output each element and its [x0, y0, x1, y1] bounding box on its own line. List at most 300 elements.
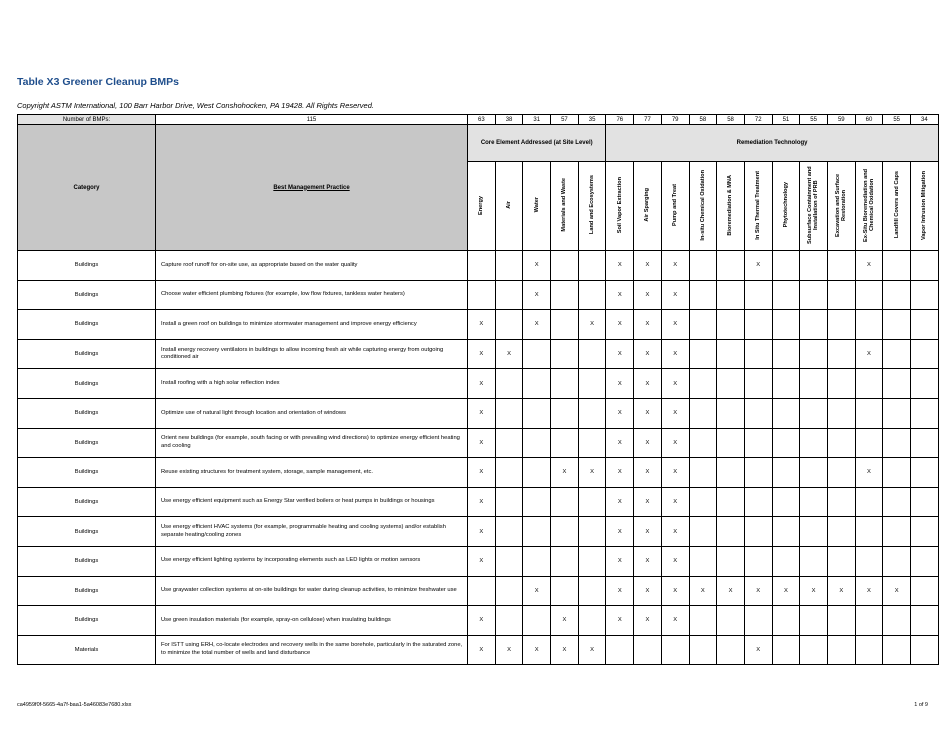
table-row: [18, 369, 939, 399]
column-header-label: Air: [505, 201, 512, 209]
mark-cell: [523, 487, 551, 517]
mark-cell: [855, 487, 883, 517]
column-header-10: [744, 162, 772, 251]
mark-cell: [772, 251, 800, 281]
mark-cell: [468, 576, 496, 606]
mark-cell: [717, 458, 745, 488]
mark-cell: X: [606, 487, 634, 517]
column-count-15: 55: [883, 115, 911, 125]
column-header-label: Air Sparging: [644, 188, 651, 222]
column-header-label: Phytotechnology: [782, 182, 789, 228]
mark-cell: [827, 251, 855, 281]
mark-cell: [800, 487, 828, 517]
column-header-label: Ex-Situ Bioremediation and Chemical Oxidation: [862, 168, 875, 242]
mark-cell: [689, 458, 717, 488]
bmp-table: [17, 114, 939, 665]
column-header-label: Materials and Waste: [561, 178, 568, 232]
mark-cell: [911, 606, 939, 636]
mark-cell: [717, 280, 745, 310]
mark-cell: X: [772, 576, 800, 606]
total-bmp-count: 115: [156, 115, 468, 125]
table-row: [18, 458, 939, 488]
mark-cell: [495, 369, 523, 399]
mark-cell: [578, 280, 606, 310]
mark-cell: [911, 487, 939, 517]
column-header-label: Bioremediation & MNA: [727, 174, 734, 236]
mark-cell: [689, 487, 717, 517]
mark-cell: X: [661, 546, 689, 576]
mark-cell: X: [523, 280, 551, 310]
mark-cell: X: [634, 606, 662, 636]
mark-cell: [495, 310, 523, 340]
mark-cell: [800, 280, 828, 310]
mark-cell: [551, 398, 579, 428]
mark-cell: X: [468, 458, 496, 488]
mark-cell: [911, 280, 939, 310]
mark-cell: [689, 517, 717, 547]
mark-cell: X: [468, 606, 496, 636]
column-header-label: Vapor Intrusion Mitigation: [921, 170, 928, 240]
mark-cell: [911, 517, 939, 547]
column-header-label: Excavation and Surface Restoration: [835, 173, 848, 237]
footer-filename: ca4959f0f-5665-4a7f-baa1-5a46083e7680.xlsx: [17, 702, 132, 708]
mark-cell: [883, 280, 911, 310]
mark-cell: X: [551, 606, 579, 636]
mark-cell: [855, 635, 883, 665]
column-header-3: [551, 162, 579, 251]
practice-cell: Orient new buildings (for example, south facing or with prevailing wind directions) to optimize energy efficient heating and cooling: [156, 428, 468, 458]
table-row: [18, 310, 939, 340]
category-cell: Buildings: [18, 251, 156, 281]
practice-cell: Use energy efficient lighting systems by incorporating elements such as LED lights or motion sensors: [156, 546, 468, 576]
category-cell: Buildings: [18, 606, 156, 636]
mark-cell: [772, 546, 800, 576]
mark-cell: [717, 606, 745, 636]
category-cell: Buildings: [18, 517, 156, 547]
mark-cell: [883, 517, 911, 547]
column-count-6: 77: [634, 115, 662, 125]
mark-cell: [911, 546, 939, 576]
column-count-8: 58: [689, 115, 717, 125]
mark-cell: [578, 339, 606, 369]
practice-cell: Use energy efficient HVAC systems (for example, programmable heating and cooling systems) and/or establish separate heating/cooling zones: [156, 517, 468, 547]
mark-cell: [551, 546, 579, 576]
column-header-6: [634, 162, 662, 251]
column-header-label: In-situ Chemical Oxidation: [699, 169, 706, 241]
mark-cell: [578, 398, 606, 428]
mark-cell: X: [661, 487, 689, 517]
mark-cell: [523, 428, 551, 458]
mark-cell: X: [634, 487, 662, 517]
table-row: [18, 517, 939, 547]
column-header-9: [717, 162, 745, 251]
column-header-label: Soil Vapor Extraction: [616, 176, 623, 234]
mark-cell: X: [661, 369, 689, 399]
mark-cell: [911, 635, 939, 665]
mark-cell: [717, 487, 745, 517]
mark-cell: X: [744, 635, 772, 665]
mark-cell: X: [661, 517, 689, 547]
mark-cell: X: [606, 428, 634, 458]
mark-cell: [661, 635, 689, 665]
table-row: [18, 280, 939, 310]
mark-cell: [744, 398, 772, 428]
mark-cell: [689, 339, 717, 369]
mark-cell: [827, 428, 855, 458]
mark-cell: X: [855, 576, 883, 606]
mark-cell: X: [661, 606, 689, 636]
mark-cell: [911, 339, 939, 369]
mark-cell: X: [634, 458, 662, 488]
remediation-technology-header: Remediation Technology: [606, 125, 938, 162]
mark-cell: X: [634, 517, 662, 547]
mark-cell: [911, 458, 939, 488]
mark-cell: [523, 546, 551, 576]
column-count-14: 60: [855, 115, 883, 125]
mark-cell: [744, 606, 772, 636]
mark-cell: [495, 487, 523, 517]
practice-cell: Use energy efficient equipment such as Energy Star verified boilers or heat pumps in buildings or housings: [156, 487, 468, 517]
mark-cell: X: [606, 458, 634, 488]
mark-cell: [551, 339, 579, 369]
mark-cell: [800, 310, 828, 340]
practice-cell: Capture roof runoff for on-site use, as appropriate based on the water quality: [156, 251, 468, 281]
column-count-3: 57: [551, 115, 579, 125]
mark-cell: [495, 251, 523, 281]
mark-cell: [827, 487, 855, 517]
mark-cell: [800, 458, 828, 488]
column-header-7: [661, 162, 689, 251]
category-cell: Buildings: [18, 310, 156, 340]
mark-cell: [827, 339, 855, 369]
mark-cell: [911, 398, 939, 428]
practice-cell: Install a green roof on buildings to minimize stormwater management and improve energy efficiency: [156, 310, 468, 340]
bmp-count-row: [18, 115, 939, 125]
mark-cell: [744, 546, 772, 576]
mark-cell: [827, 517, 855, 547]
mark-cell: [772, 280, 800, 310]
mark-cell: X: [634, 428, 662, 458]
table-row: [18, 606, 939, 636]
mark-cell: [551, 369, 579, 399]
mark-cell: [883, 606, 911, 636]
mark-cell: [744, 339, 772, 369]
mark-cell: [578, 251, 606, 281]
mark-cell: [551, 280, 579, 310]
mark-cell: [883, 635, 911, 665]
mark-cell: [495, 458, 523, 488]
practice-cell: Optimize use of natural light through location and orientation of windows: [156, 398, 468, 428]
mark-cell: [717, 428, 745, 458]
mark-cell: [717, 546, 745, 576]
mark-cell: [772, 428, 800, 458]
column-count-2: 31: [523, 115, 551, 125]
column-header-label: In Situ Thermal Treatment: [755, 170, 762, 240]
column-count-0: 63: [468, 115, 496, 125]
category-cell: Buildings: [18, 339, 156, 369]
mark-cell: [911, 369, 939, 399]
mark-cell: [800, 428, 828, 458]
mark-cell: X: [578, 310, 606, 340]
mark-cell: X: [606, 398, 634, 428]
mark-cell: [883, 428, 911, 458]
mark-cell: [551, 576, 579, 606]
mark-cell: X: [468, 546, 496, 576]
mark-cell: [689, 369, 717, 399]
practice-cell: For ISTT using ERH, co-locate electrodes and recovery wells in the same borehole, particularly in the saturated zone, to minimize the total number of wells and land disturbance: [156, 635, 468, 665]
mark-cell: X: [468, 369, 496, 399]
mark-cell: [827, 546, 855, 576]
mark-cell: X: [744, 251, 772, 281]
mark-cell: [772, 635, 800, 665]
mark-cell: [855, 369, 883, 399]
column-header-16: [911, 162, 939, 251]
mark-cell: [855, 606, 883, 636]
mark-cell: X: [523, 251, 551, 281]
column-count-13: 59: [827, 115, 855, 125]
mark-cell: X: [468, 635, 496, 665]
column-count-4: 35: [578, 115, 606, 125]
mark-cell: X: [661, 458, 689, 488]
mark-cell: [911, 576, 939, 606]
mark-cell: X: [661, 310, 689, 340]
mark-cell: [800, 369, 828, 399]
mark-cell: [468, 280, 496, 310]
column-header-2: [523, 162, 551, 251]
category-cell: Buildings: [18, 546, 156, 576]
mark-cell: X: [468, 310, 496, 340]
mark-cell: X: [689, 576, 717, 606]
mark-cell: X: [855, 339, 883, 369]
mark-cell: X: [661, 251, 689, 281]
mark-cell: [883, 398, 911, 428]
mark-cell: [551, 517, 579, 547]
mark-cell: X: [661, 576, 689, 606]
mark-cell: [717, 369, 745, 399]
mark-cell: [800, 606, 828, 636]
mark-cell: [883, 339, 911, 369]
mark-cell: X: [495, 339, 523, 369]
mark-cell: [800, 339, 828, 369]
mark-cell: X: [468, 398, 496, 428]
mark-cell: [883, 251, 911, 281]
core-element-header: Core Element Addressed (at Site Level): [468, 125, 606, 162]
mark-cell: [855, 428, 883, 458]
mark-cell: [883, 369, 911, 399]
mark-cell: X: [606, 339, 634, 369]
mark-cell: [883, 458, 911, 488]
mark-cell: [606, 635, 634, 665]
table-row: [18, 428, 939, 458]
mark-cell: X: [468, 339, 496, 369]
column-header-8: [689, 162, 717, 251]
practice-cell: Use graywater collection systems at on-site buildings for water during cleanup activities, to minimize freshwater use: [156, 576, 468, 606]
mark-cell: [911, 251, 939, 281]
mark-cell: [883, 310, 911, 340]
table-row: [18, 251, 939, 281]
mark-cell: [827, 635, 855, 665]
category-cell: Buildings: [18, 398, 156, 428]
mark-cell: X: [855, 251, 883, 281]
mark-cell: X: [606, 606, 634, 636]
practice-cell: Install energy recovery ventilators in buildings to allow incoming fresh air while capturing energy from outgoing conditioned air: [156, 339, 468, 369]
mark-cell: X: [606, 517, 634, 547]
mark-cell: [689, 606, 717, 636]
column-header-1: [495, 162, 523, 251]
practice-cell: Choose water efficient plumbing fixtures (for example, low flow fixtures, tankless water heaters): [156, 280, 468, 310]
mark-cell: [883, 546, 911, 576]
mark-cell: [744, 428, 772, 458]
mark-cell: [578, 487, 606, 517]
mark-cell: [911, 428, 939, 458]
mark-cell: [495, 428, 523, 458]
mark-cell: [772, 606, 800, 636]
mark-cell: [717, 635, 745, 665]
mark-cell: [827, 310, 855, 340]
mark-cell: [772, 487, 800, 517]
mark-cell: [495, 398, 523, 428]
mark-cell: X: [661, 428, 689, 458]
mark-cell: X: [523, 576, 551, 606]
mark-cell: [717, 339, 745, 369]
mark-cell: [689, 280, 717, 310]
mark-cell: [772, 310, 800, 340]
mark-cell: [578, 369, 606, 399]
mark-cell: X: [634, 251, 662, 281]
practice-header: Best Management Practice: [156, 125, 468, 251]
mark-cell: X: [855, 458, 883, 488]
mark-cell: X: [606, 310, 634, 340]
column-header-15: [883, 162, 911, 251]
copyright-notice: Copyright ASTM International, 100 Barr Harbor Drive, West Conshohocken, PA 19428. All Rights Reserved.: [17, 101, 374, 110]
category-cell: Buildings: [18, 487, 156, 517]
mark-cell: X: [827, 576, 855, 606]
mark-cell: X: [551, 635, 579, 665]
mark-cell: [551, 487, 579, 517]
mark-cell: [523, 517, 551, 547]
column-header-label: Land and Ecosystems: [589, 175, 596, 235]
category-cell: Buildings: [18, 576, 156, 606]
number-of-bmps-label: Number of BMPs:: [18, 115, 156, 125]
column-header-0: [468, 162, 496, 251]
mark-cell: [772, 517, 800, 547]
mark-cell: [911, 310, 939, 340]
group-header-row: [18, 125, 939, 162]
mark-cell: [523, 398, 551, 428]
column-header-label: Landfill Covers and Caps: [893, 171, 900, 239]
mark-cell: [855, 310, 883, 340]
mark-cell: [827, 458, 855, 488]
mark-cell: [689, 428, 717, 458]
mark-cell: [689, 398, 717, 428]
mark-cell: [578, 606, 606, 636]
mark-cell: [800, 635, 828, 665]
mark-cell: [495, 546, 523, 576]
mark-cell: [744, 458, 772, 488]
mark-cell: [855, 398, 883, 428]
mark-cell: [578, 576, 606, 606]
mark-cell: X: [606, 251, 634, 281]
mark-cell: X: [523, 310, 551, 340]
mark-cell: [800, 251, 828, 281]
category-cell: Buildings: [18, 428, 156, 458]
mark-cell: [800, 517, 828, 547]
mark-cell: [578, 546, 606, 576]
mark-cell: [495, 517, 523, 547]
category-cell: Materials: [18, 635, 156, 665]
practice-cell: Use green insulation materials (for example, spray-on cellulose) when insulating buildings: [156, 606, 468, 636]
mark-cell: [495, 280, 523, 310]
category-cell: Buildings: [18, 369, 156, 399]
mark-cell: X: [634, 546, 662, 576]
mark-cell: [827, 280, 855, 310]
practice-cell: Reuse existing structures for treatment system, storage, sample management, etc.: [156, 458, 468, 488]
column-count-10: 72: [744, 115, 772, 125]
mark-cell: X: [634, 576, 662, 606]
column-count-16: 34: [911, 115, 939, 125]
mark-cell: [800, 546, 828, 576]
category-header: Category: [18, 125, 156, 251]
mark-cell: [744, 369, 772, 399]
mark-cell: [468, 251, 496, 281]
column-header-label: Subsurface Containment and Installation of PRB: [807, 166, 820, 244]
mark-cell: [827, 398, 855, 428]
mark-cell: [717, 517, 745, 547]
category-cell: Buildings: [18, 280, 156, 310]
column-header-4: [578, 162, 606, 251]
mark-cell: X: [634, 398, 662, 428]
mark-cell: [772, 458, 800, 488]
mark-cell: [855, 280, 883, 310]
mark-cell: [523, 606, 551, 636]
mark-cell: X: [606, 280, 634, 310]
column-header-label: Water: [533, 197, 540, 213]
mark-cell: X: [551, 458, 579, 488]
table-row: [18, 576, 939, 606]
column-count-7: 79: [661, 115, 689, 125]
mark-cell: [744, 310, 772, 340]
page-number: 1 of 9: [914, 702, 928, 708]
column-header-5: [606, 162, 634, 251]
mark-cell: [689, 310, 717, 340]
column-count-5: 76: [606, 115, 634, 125]
column-header-11: [772, 162, 800, 251]
mark-cell: X: [634, 280, 662, 310]
mark-cell: [523, 369, 551, 399]
column-count-9: 58: [717, 115, 745, 125]
column-header-14: [855, 162, 883, 251]
mark-cell: [883, 487, 911, 517]
mark-cell: X: [661, 339, 689, 369]
mark-cell: [578, 428, 606, 458]
table-row: [18, 487, 939, 517]
mark-cell: X: [634, 339, 662, 369]
mark-cell: X: [468, 517, 496, 547]
column-header-label: Energy: [478, 195, 485, 215]
mark-cell: [551, 428, 579, 458]
mark-cell: [689, 251, 717, 281]
column-count-12: 55: [800, 115, 828, 125]
mark-cell: [689, 635, 717, 665]
mark-cell: X: [634, 369, 662, 399]
table-row: [18, 339, 939, 369]
mark-cell: X: [634, 310, 662, 340]
mark-cell: [744, 487, 772, 517]
mark-cell: X: [744, 576, 772, 606]
mark-cell: X: [606, 576, 634, 606]
mark-cell: [772, 398, 800, 428]
mark-cell: X: [661, 280, 689, 310]
